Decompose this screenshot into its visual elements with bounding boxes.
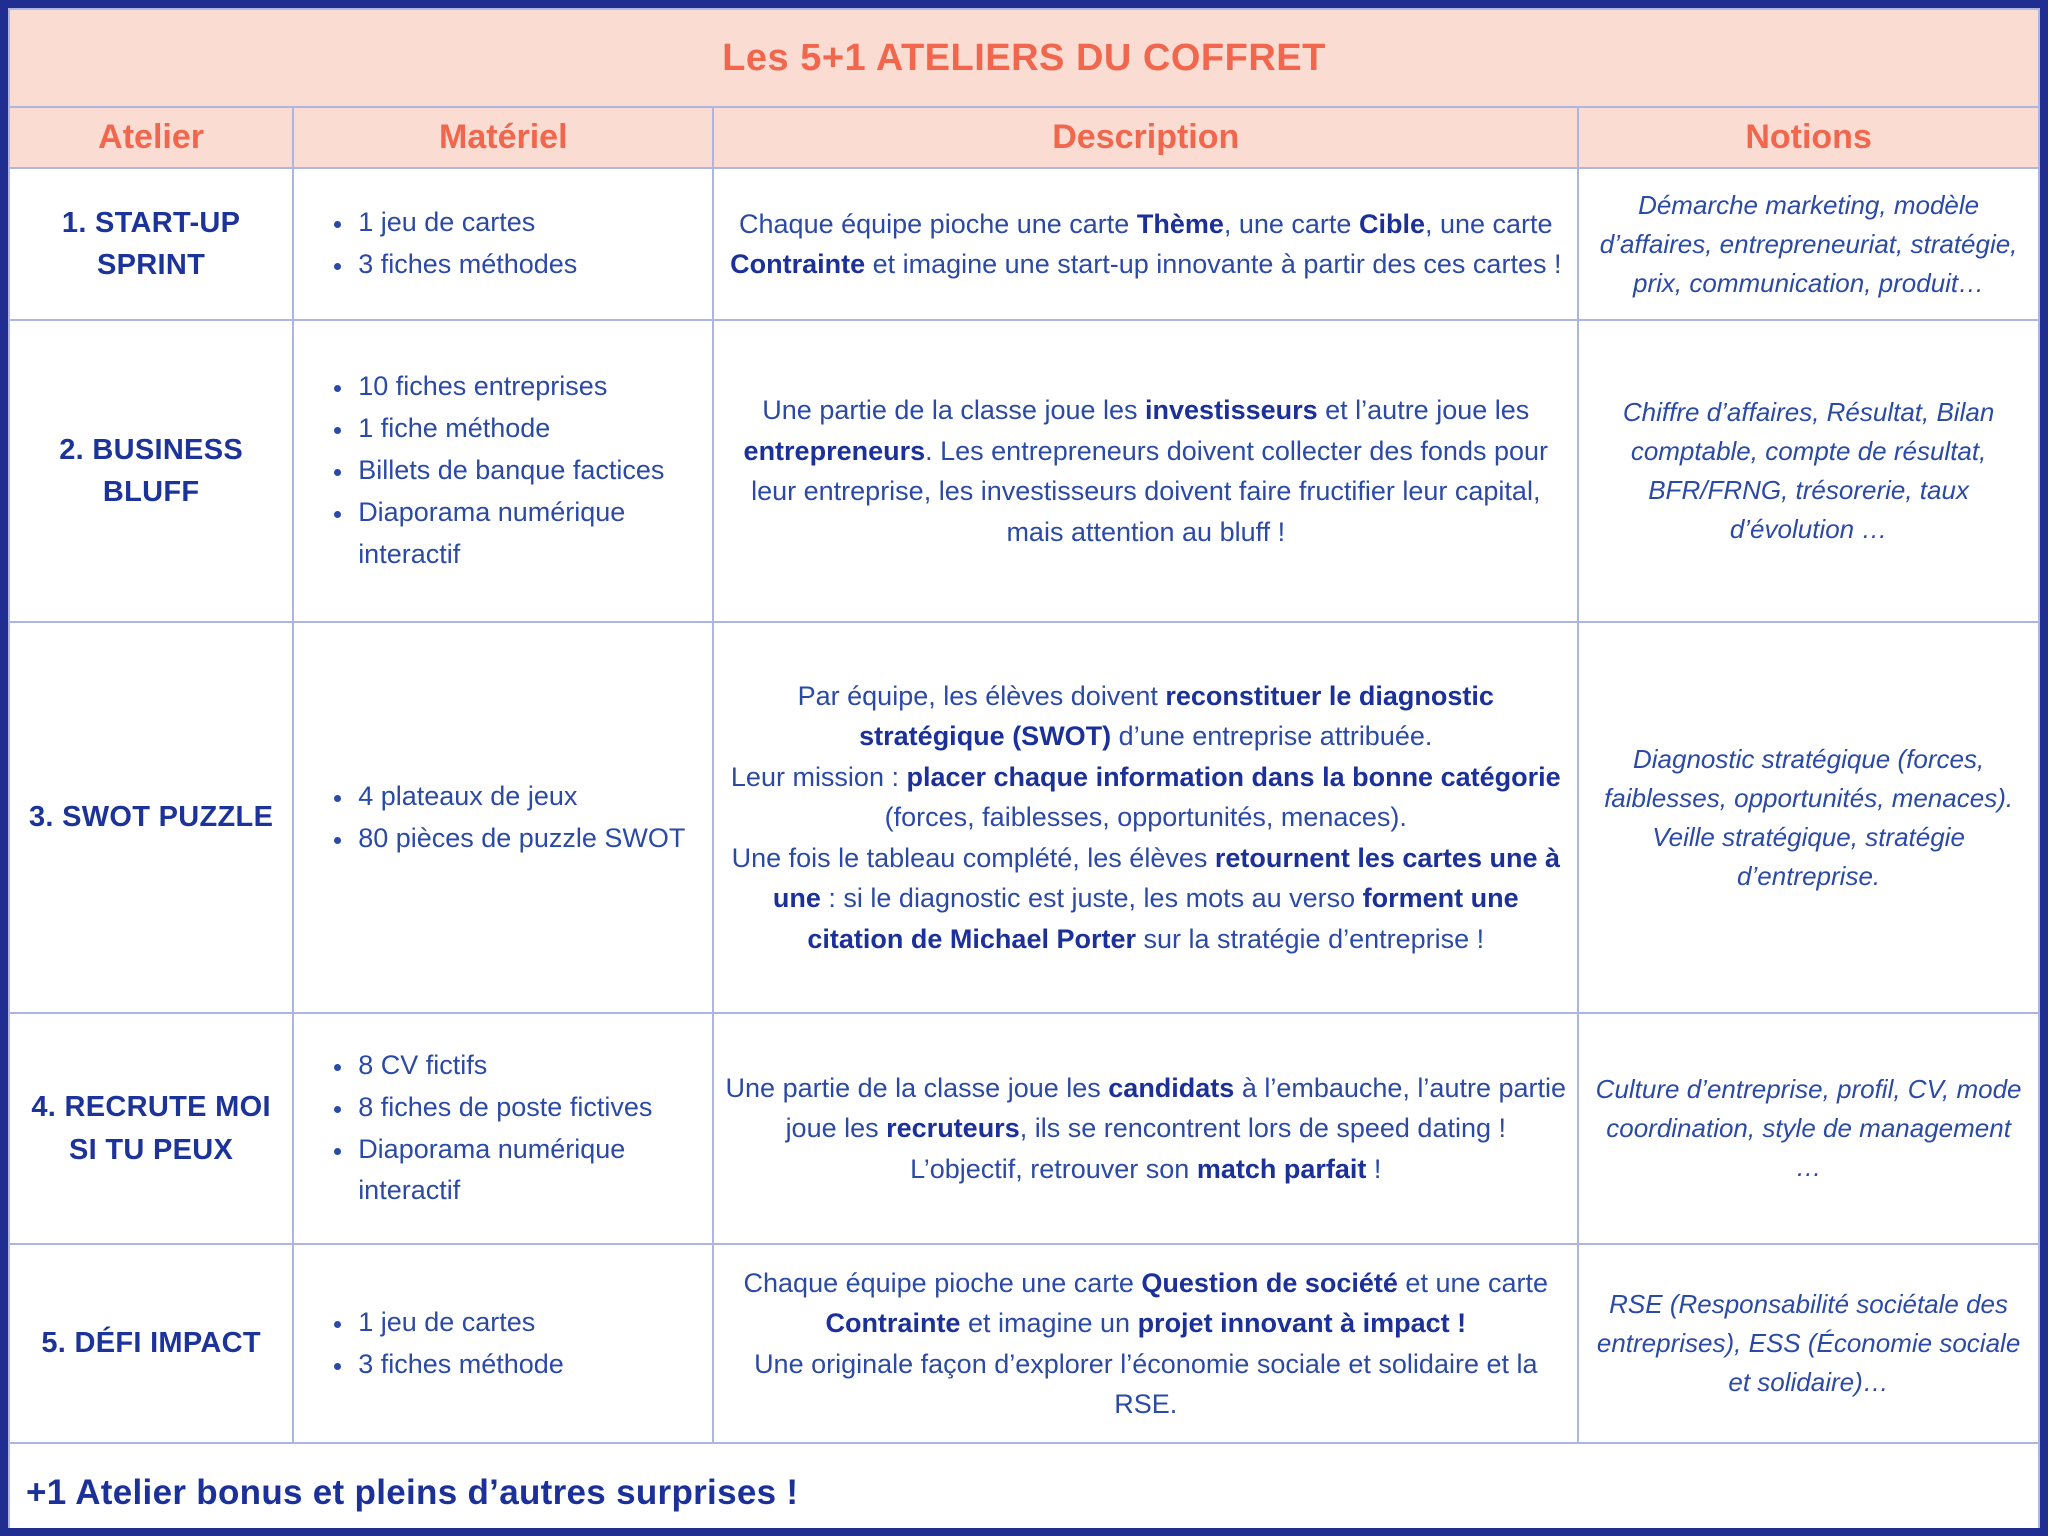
materiel-list	[312, 202, 700, 286]
materiel-item: • 3 fiches méthode	[354, 1344, 700, 1386]
notions-cell: Chiffre d’affaires, Résultat, Bilan comptable, compte de résultat, BFR/FRNG, trésorerie, taux d’évolution …	[1578, 320, 2039, 622]
notions-cell: Diagnostic stratégique (forces, faiblesses, opportunités, menaces). Veille stratégique, stratégie d’entreprise.	[1578, 622, 2039, 1013]
col-header-atelier: Atelier	[9, 107, 293, 168]
materiel-item: • 80 pièces de puzzle SWOT	[354, 818, 700, 860]
materiel-cell	[293, 622, 713, 1013]
materiel-item: • 1 fiche méthode	[354, 408, 700, 450]
materiel-cell	[293, 1013, 713, 1244]
materiel-list	[312, 1302, 700, 1386]
atelier-name: 5. DÉFI IMPACT	[9, 1244, 293, 1443]
materiel-item: • 1 jeu de cartes	[354, 1302, 700, 1344]
col-header-materiel: Matériel	[293, 107, 713, 168]
col-header-notions: Notions	[1578, 107, 2039, 168]
materiel-item: • 8 fiches de poste fictives	[354, 1087, 700, 1129]
atelier-name: 2. BUSINESS BLUFF	[9, 320, 293, 622]
materiel-item: • Diaporama numérique interactif	[354, 1129, 700, 1213]
materiel-list	[312, 366, 700, 575]
materiel-item: • 4 plateaux de jeux	[354, 776, 700, 818]
materiel-item: • 8 CV fictifs	[354, 1045, 700, 1087]
materiel-list	[312, 1045, 700, 1212]
notions-cell: Culture d’entreprise, profil, CV, mode coordination, style de management …	[1578, 1013, 2039, 1244]
notions-cell: RSE (Responsabilité sociétale des entreprises), ESS (Économie sociale et solidaire)…	[1578, 1244, 2039, 1443]
materiel-item: • 3 fiches méthodes	[354, 244, 700, 286]
title-row	[9, 9, 2039, 107]
table-row-business-bluff	[9, 320, 2039, 622]
materiel-item: • 10 fiches entreprises	[354, 366, 700, 408]
page-title: Les 5+1 ATELIERS DU COFFRET	[9, 9, 2039, 107]
materiel-cell	[293, 168, 713, 320]
col-header-description: Description	[713, 107, 1578, 168]
description-cell: Une partie de la classe joue les investisseurs et l’autre joue les entrepreneurs. Les entrepreneurs doivent collecter des fonds pour leur entreprise, les investisseurs doivent faire fructifier leur capital, mais attention au bluff !	[713, 320, 1578, 622]
table-row-defi-impact	[9, 1244, 2039, 1443]
materiel-item: • Billets de banque factices	[354, 450, 700, 492]
materiel-list	[312, 776, 700, 860]
materiel-cell	[293, 320, 713, 622]
description-cell: Chaque équipe pioche une carte Question de société et une carte Contrainte et imagine un projet innovant à impact ! Une originale façon d’explorer l’économie sociale et solidaire et la RSE.	[713, 1244, 1578, 1443]
atelier-name: 4. RECRUTE MOI SI TU PEUX	[9, 1013, 293, 1244]
footer-row	[9, 1443, 2039, 1536]
ateliers-table	[8, 8, 2040, 1536]
materiel-item: • 1 jeu de cartes	[354, 202, 700, 244]
materiel-cell	[293, 1244, 713, 1443]
bonus-note: +1 Atelier bonus et pleins d’autres surprises !	[9, 1443, 2039, 1536]
table-row-startup-sprint	[9, 168, 2039, 320]
materiel-item: • Diaporama numérique interactif	[354, 492, 700, 576]
table-row-swot-puzzle	[9, 622, 2039, 1013]
notions-cell: Démarche marketing, modèle d’affaires, entrepreneuriat, stratégie, prix, communication, produit…	[1578, 168, 2039, 320]
description-cell: Par équipe, les élèves doivent reconstituer le diagnostic stratégique (SWOT) d’une entreprise attribuée. Leur mission : placer chaque information dans la bonne catégorie (forces, faiblesses, opportunités, menaces). Une fois le tableau complété, les élèves retournent les cartes une à une : si le diagnostic est juste, les mots au verso forment une citation de Michael Porter sur la stratégie d’entreprise !	[713, 622, 1578, 1013]
description-cell: Chaque équipe pioche une carte Thème, une carte Cible, une carte Contrainte et imagine une start-up innovante à partir des ces cartes !	[713, 168, 1578, 320]
atelier-name: 3. SWOT PUZZLE	[9, 622, 293, 1013]
description-cell: Une partie de la classe joue les candidats à l’embauche, l’autre partie joue les recruteurs, ils se rencontrent lors de speed dating ! L’objectif, retrouver son match parfait !	[713, 1013, 1578, 1244]
atelier-name: 1. START-UP SPRINT	[9, 168, 293, 320]
table-row-recrute-moi	[9, 1013, 2039, 1244]
header-row	[9, 107, 2039, 168]
